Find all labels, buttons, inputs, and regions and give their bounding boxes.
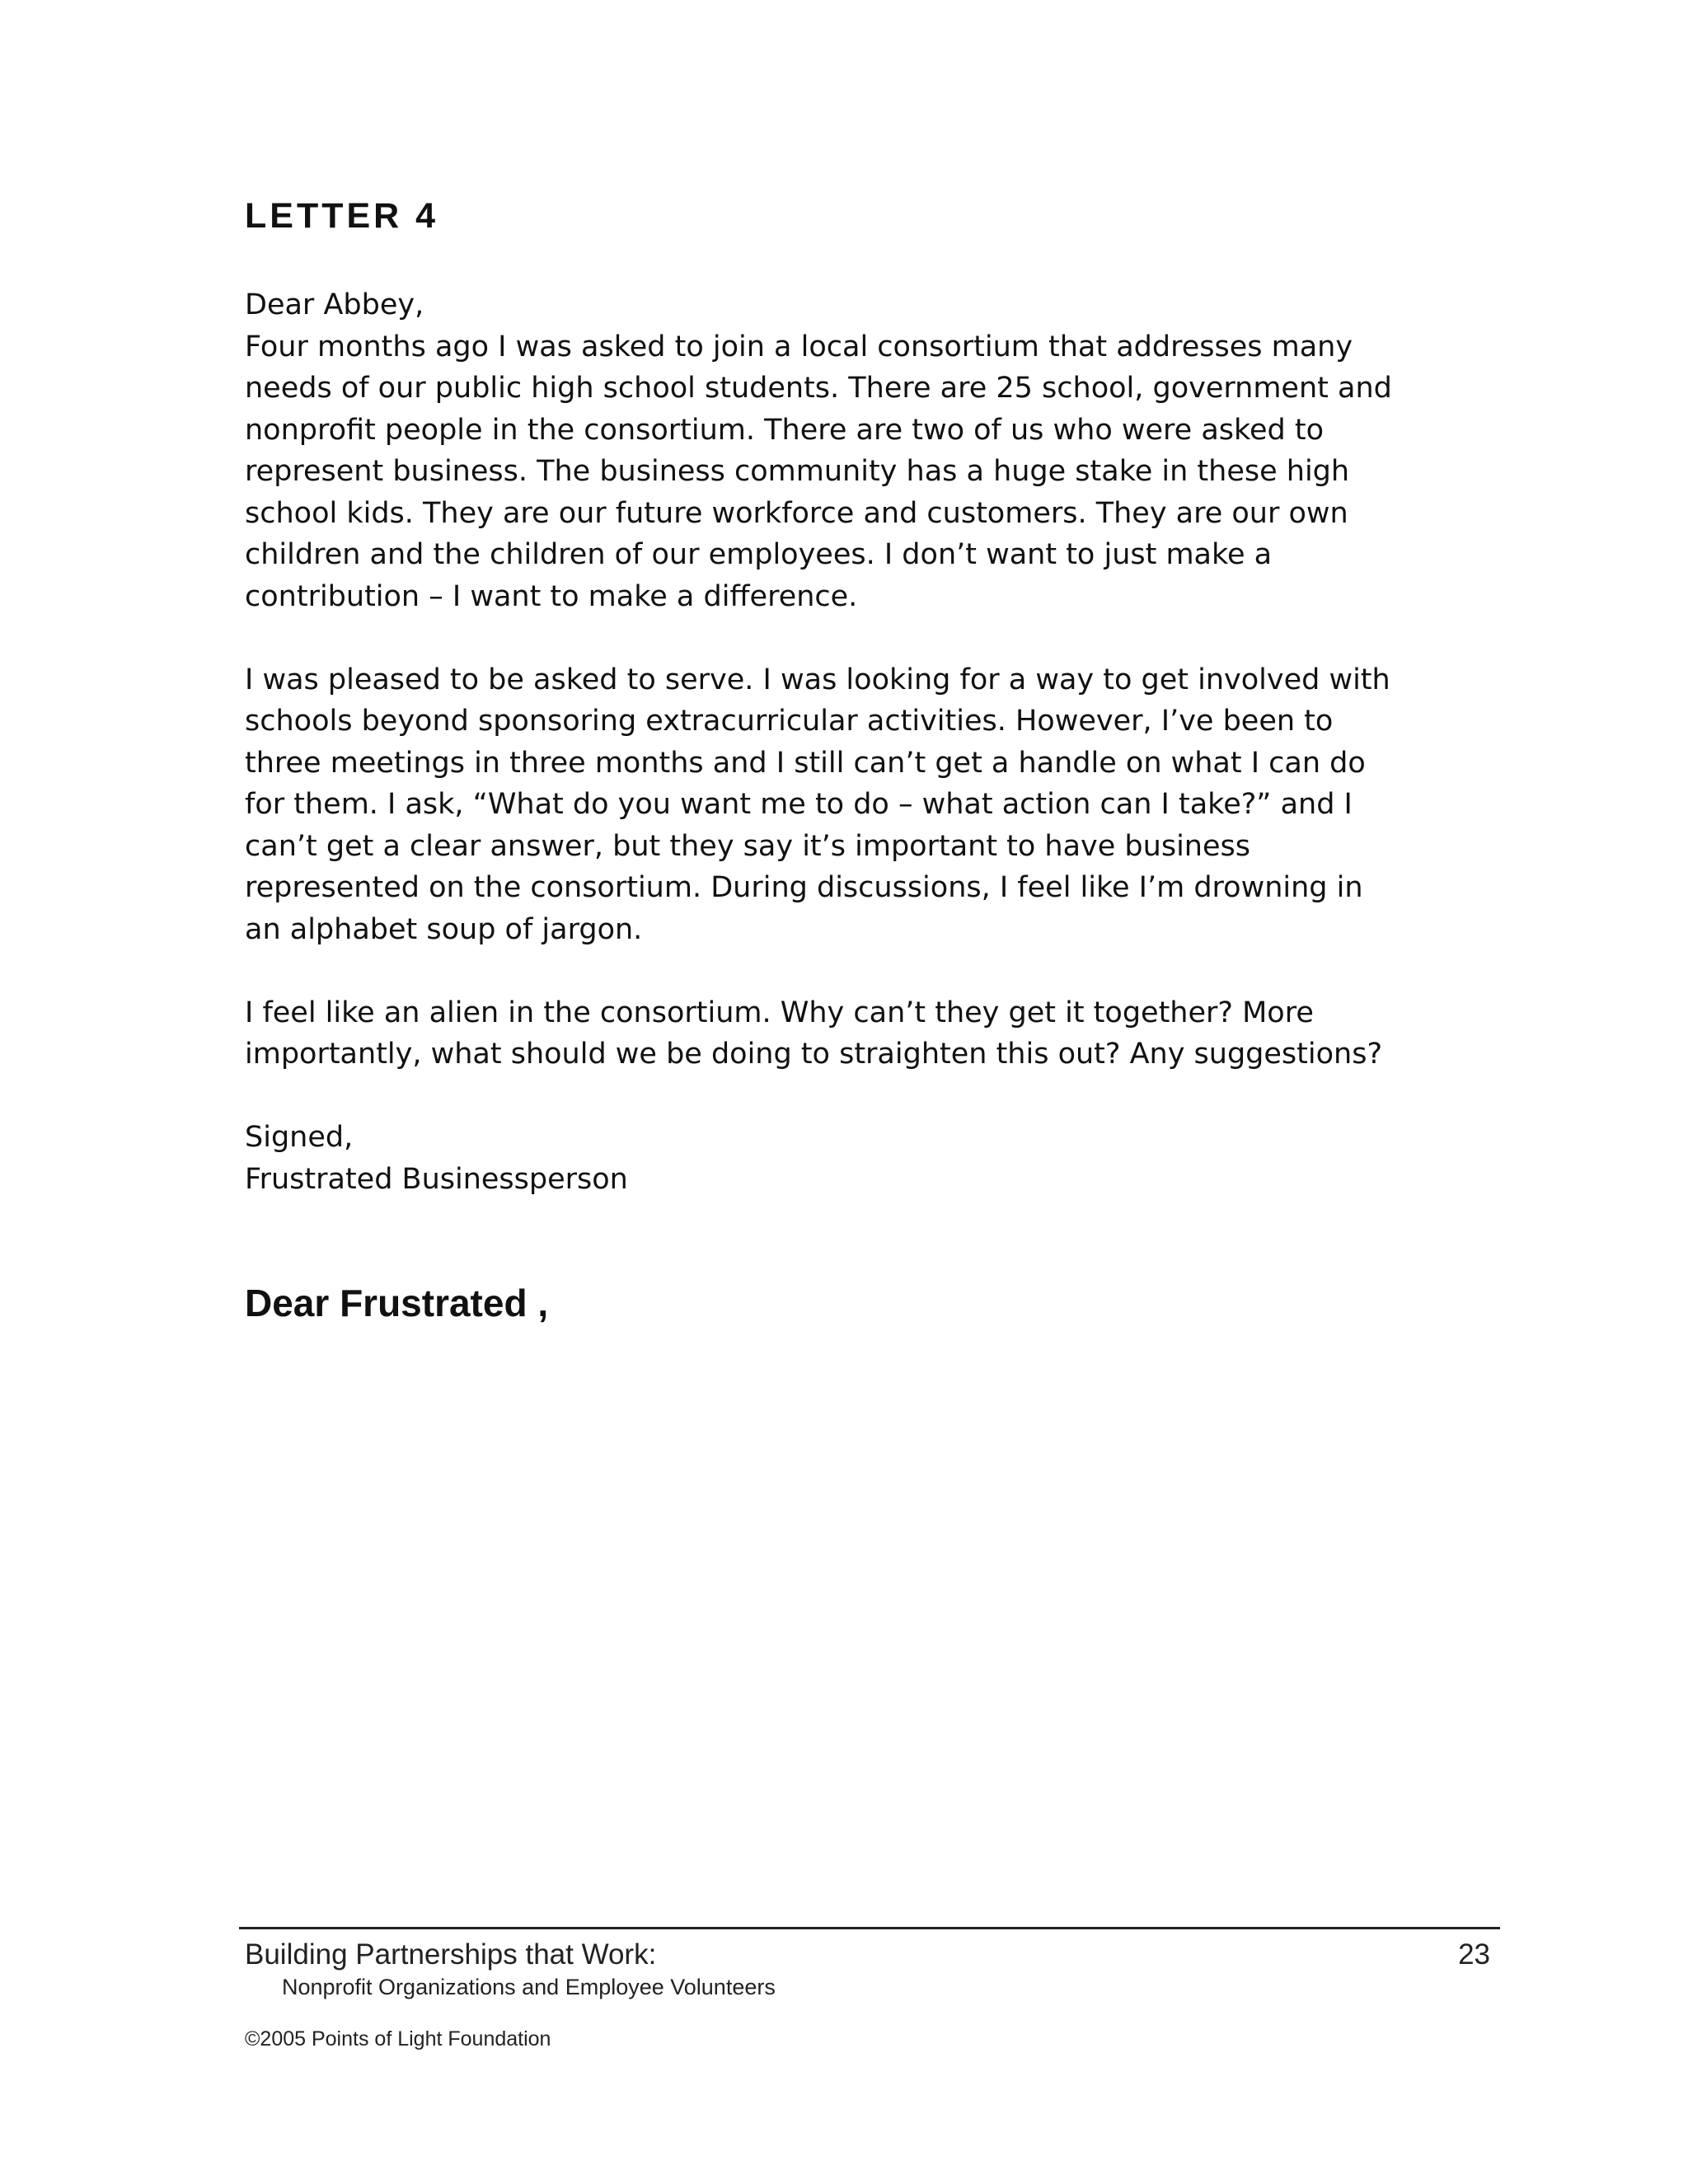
text-line: nonprofit people in the consortium. There are two of us who were asked to	[245, 413, 1325, 447]
text-line: an alphabet soup of jargon.	[245, 912, 643, 946]
text-line: school kids. They are our future workforce and customers. They are our own	[245, 496, 1348, 530]
text-line: for them. I ask, “What do you want me to do – what action can I take?” and I	[245, 788, 1353, 821]
letter-paragraph-3	[245, 992, 1399, 1076]
reply-salutation: Dear Frustrated ,	[245, 1282, 549, 1324]
text-line: I was pleased to be asked to serve. I was looking for a way to get involved with	[245, 663, 1390, 696]
text-line: three meetings in three months and I still can’t get a handle on what I can do	[245, 746, 1366, 780]
letter-signature: Frustrated Businessperson	[245, 1162, 628, 1196]
letter-signoff: Signed, Frustrated Businessperson	[245, 1117, 1399, 1200]
footer-divider	[239, 1927, 1500, 1929]
text-line: schools beyond sponsoring extracurricular activities. However, I’ve been to	[245, 705, 1334, 738]
page-number: 23	[1458, 1938, 1490, 1971]
text-line: importantly, what should we be doing to straighten this out? Any suggestions?	[245, 1038, 1383, 1071]
text-line: represent business. The business community has a huge stake in these high	[245, 455, 1350, 488]
letter-salutation: Dear Abbey,	[245, 288, 424, 321]
text-line: can’t get a clear answer, but they say it’s important to have business	[245, 829, 1250, 863]
letter-paragraph-1	[245, 326, 1399, 618]
footer-title: Building Partnerships that Work:	[245, 1938, 657, 1971]
text-line: needs of our public high school students. There are 25 school, government and	[245, 372, 1392, 405]
letter-heading: LETTER 4	[245, 196, 439, 236]
text-line: contribution – I want to make a difference.	[245, 579, 858, 613]
text-line: children and the children of our employees. I don’t want to just make a	[245, 538, 1273, 571]
text-line: Four months ago I was asked to join a local consortium that addresses many	[245, 330, 1353, 363]
text-line: I feel like an alien in the consortium. Why can’t they get it together? More	[245, 996, 1314, 1029]
letter-paragraph-2	[245, 659, 1399, 951]
footer-subtitle: Nonprofit Organizations and Employee Volunteers	[282, 1975, 776, 1999]
text-line: represented on the consortium. During discussions, I feel like I’m drowning in	[245, 871, 1363, 904]
letter-body	[245, 284, 1399, 1200]
footer-copyright: ©2005 Points of Light Foundation	[245, 2027, 551, 2050]
